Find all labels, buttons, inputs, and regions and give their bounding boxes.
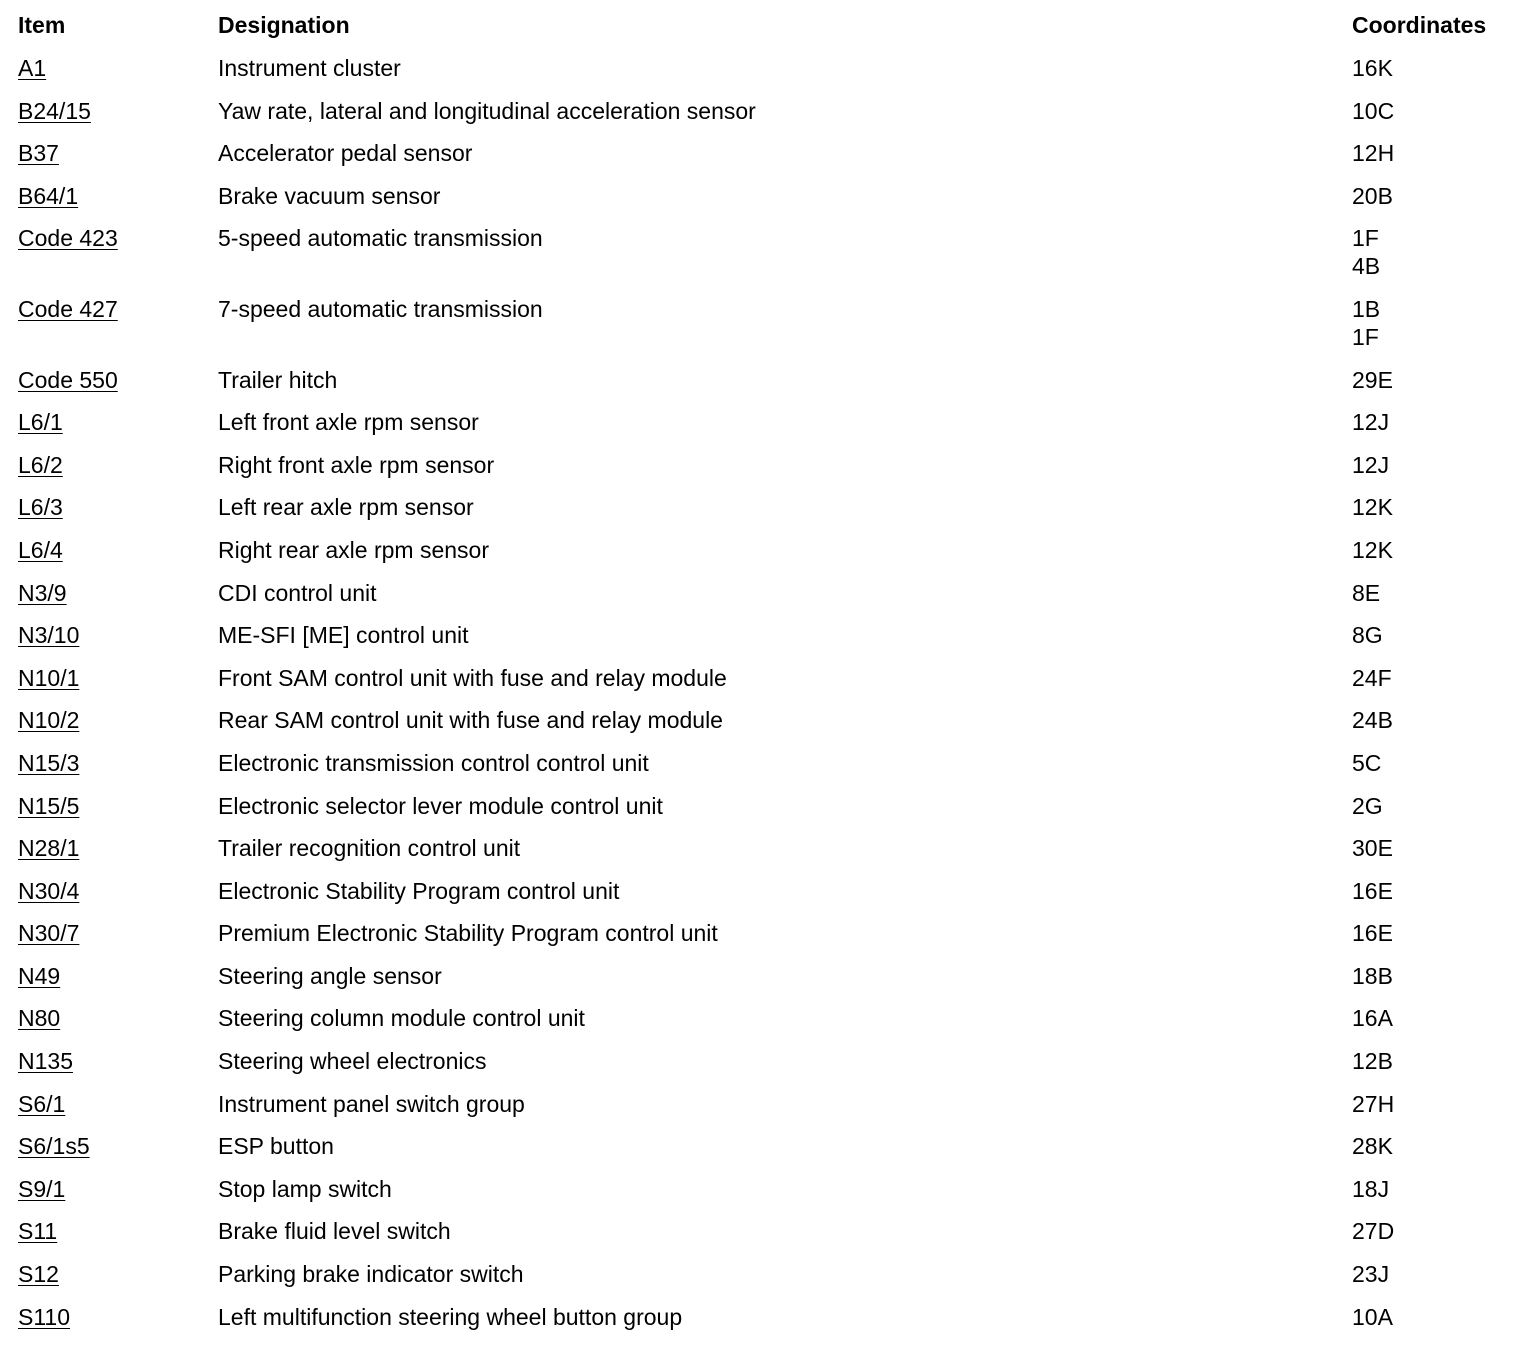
designation-text: Electronic transmission control control unit — [218, 749, 649, 776]
coordinate-value: 1B — [1352, 295, 1381, 322]
coordinates-cell — [1352, 1217, 1394, 1245]
designation-text: Right rear axle rpm sensor — [218, 536, 489, 563]
table-row — [0, 50, 1520, 93]
coordinate-value: 16A — [1352, 1005, 1393, 1032]
table-row — [0, 1299, 1520, 1342]
item-link[interactable]: Code 550 — [18, 366, 118, 393]
item-link[interactable]: N15/5 — [18, 792, 80, 819]
designation-text: Electronic Stability Program control unit — [218, 877, 620, 904]
coordinate-value: 1F — [1352, 323, 1379, 350]
table-row — [0, 447, 1520, 490]
coordinate-value: 16K — [1352, 55, 1393, 81]
item-link[interactable]: B64/1 — [18, 182, 79, 209]
table-row — [0, 220, 1520, 291]
item-link[interactable]: L6/3 — [18, 494, 63, 521]
coordinates-cell — [1352, 1303, 1393, 1331]
item-link[interactable]: B24/15 — [18, 97, 91, 124]
table-row — [0, 93, 1520, 136]
coordinate-value: 12J — [1352, 409, 1390, 436]
item-link[interactable]: S110 — [18, 1303, 71, 1330]
coordinate-value: 12J — [1352, 451, 1390, 478]
item-link[interactable]: N135 — [18, 1048, 73, 1075]
item-link[interactable]: Code 427 — [18, 295, 118, 322]
coordinates-cell — [1352, 224, 1380, 280]
coordinate-value: 5C — [1352, 749, 1382, 776]
coordinates-cell — [1352, 1132, 1393, 1160]
table-row — [0, 745, 1520, 788]
item-link[interactable]: S9/1 — [18, 1175, 66, 1202]
item-link[interactable]: A1 — [18, 55, 47, 81]
table-row — [0, 702, 1520, 745]
item-link[interactable]: N15/3 — [18, 749, 80, 776]
coordinates-cell — [1352, 97, 1394, 125]
designation-text: Right front axle rpm sensor — [218, 451, 495, 478]
item-link[interactable]: S12 — [18, 1261, 59, 1288]
item-link[interactable]: N30/4 — [18, 877, 80, 904]
table-row — [0, 660, 1520, 703]
designation-text: ESP button — [218, 1133, 334, 1160]
coordinate-value: 8E — [1352, 579, 1381, 606]
coordinates-cell — [1352, 621, 1383, 649]
item-link[interactable]: Code 423 — [18, 225, 118, 252]
coordinates-cell — [1352, 834, 1393, 862]
coordinate-value: 24F — [1352, 664, 1392, 691]
designation-text: 5-speed automatic transmission — [218, 225, 543, 252]
coordinates-cell — [1352, 706, 1393, 734]
designation-text: Brake fluid level switch — [218, 1218, 451, 1245]
designation-text: Front SAM control unit with fuse and relay module — [218, 664, 727, 691]
coordinates-cell — [1352, 536, 1393, 564]
coordinate-value: 28K — [1352, 1133, 1393, 1160]
item-link[interactable]: L6/1 — [18, 409, 63, 436]
coordinate-value: 23J — [1352, 1261, 1390, 1288]
table-row — [0, 1171, 1520, 1214]
item-link[interactable]: N49 — [18, 962, 61, 989]
coordinate-value: 29E — [1352, 366, 1393, 393]
coordinates-cell — [1352, 182, 1393, 210]
coordinate-value: 1F — [1352, 225, 1379, 252]
coordinates-cell — [1352, 1175, 1389, 1203]
coordinates-cell — [1352, 1047, 1393, 1075]
coordinates-cell — [1352, 664, 1392, 692]
coordinate-value: 8G — [1352, 622, 1383, 649]
table-row — [0, 1213, 1520, 1256]
item-link[interactable]: N10/1 — [18, 664, 80, 691]
coordinates-cell — [1352, 579, 1380, 607]
table-row — [0, 915, 1520, 958]
table-body — [0, 50, 1520, 1341]
item-link[interactable]: S6/1 — [18, 1090, 66, 1117]
item-link[interactable]: N3/10 — [18, 622, 80, 649]
item-link[interactable]: N80 — [18, 1005, 61, 1032]
item-link[interactable]: L6/4 — [18, 536, 63, 563]
coordinates-cell — [1352, 962, 1393, 990]
designation-text: Instrument cluster — [218, 55, 401, 81]
designation-text: Instrument panel switch group — [218, 1090, 525, 1117]
table-row — [0, 1128, 1520, 1171]
coordinate-value: 16E — [1352, 877, 1393, 904]
designation-text: Steering column module control unit — [218, 1005, 585, 1032]
coordinate-value: 16E — [1352, 920, 1393, 947]
table-row — [0, 617, 1520, 660]
designation-text: Yaw rate, lateral and longitudinal acceleration sensor — [218, 97, 756, 124]
coordinate-value: 27H — [1352, 1090, 1395, 1117]
designation-text: Accelerator pedal sensor — [218, 140, 473, 167]
coordinate-value: 12K — [1352, 494, 1393, 521]
coordinate-value: 24B — [1352, 707, 1393, 734]
item-link[interactable]: S11 — [18, 1218, 58, 1245]
coordinates-cell — [1352, 749, 1381, 777]
designation-text: Premium Electronic Stability Program control unit — [218, 920, 718, 947]
designation-text: CDI control unit — [218, 579, 377, 606]
coordinate-value: 10A — [1352, 1303, 1393, 1330]
table-row — [0, 291, 1520, 362]
header-item: Item — [18, 12, 66, 38]
coordinate-value: 10C — [1352, 97, 1395, 124]
item-link[interactable]: L6/2 — [18, 451, 63, 478]
item-link[interactable]: N28/1 — [18, 835, 80, 862]
coordinates-cell — [1352, 295, 1380, 351]
coordinate-value: 18B — [1352, 962, 1393, 989]
table-row — [0, 532, 1520, 575]
coordinate-value: 4B — [1352, 253, 1381, 280]
table-row — [0, 958, 1520, 1001]
designation-text: Left rear axle rpm sensor — [218, 494, 474, 521]
table-header — [0, 0, 1520, 50]
table-row — [0, 135, 1520, 178]
table-row — [0, 489, 1520, 532]
coordinates-cell — [1352, 54, 1393, 82]
designation-text: Trailer recognition control unit — [218, 835, 521, 862]
item-link[interactable]: S6/1s5 — [18, 1133, 90, 1160]
designation-text: Parking brake indicator switch — [218, 1261, 524, 1288]
coordinates-cell — [1352, 139, 1394, 167]
table-row — [0, 788, 1520, 831]
designation-text: Left front axle rpm sensor — [218, 409, 479, 436]
designation-text: Left multifunction steering wheel button group — [218, 1303, 683, 1330]
coordinate-value: 12B — [1352, 1048, 1393, 1075]
coordinates-cell — [1352, 493, 1393, 521]
table-row — [0, 873, 1520, 916]
coordinates-cell — [1352, 408, 1389, 436]
coordinate-value: 18J — [1352, 1175, 1390, 1202]
coordinates-cell — [1352, 877, 1393, 905]
item-link[interactable]: B37 — [18, 140, 59, 167]
table-row — [0, 1043, 1520, 1086]
coordinates-cell — [1352, 792, 1383, 820]
coordinate-value: 27D — [1352, 1218, 1395, 1245]
table-row — [0, 362, 1520, 405]
table-row — [0, 1000, 1520, 1043]
designation-text: Rear SAM control unit with fuse and relay module — [218, 707, 723, 734]
item-link[interactable]: N10/2 — [18, 707, 80, 734]
table-row — [0, 1256, 1520, 1299]
table-row — [0, 575, 1520, 618]
table-row — [0, 178, 1520, 221]
table-row — [0, 1086, 1520, 1129]
coordinates-cell — [1352, 1090, 1394, 1118]
table-row — [0, 404, 1520, 447]
designation-text: Electronic selector lever module control unit — [218, 792, 663, 819]
designation-text: Stop lamp switch — [218, 1175, 392, 1202]
coordinates-cell — [1352, 1260, 1389, 1288]
coordinate-value: 30E — [1352, 835, 1393, 862]
designation-text: ME-SFI [ME] control unit — [218, 622, 469, 649]
item-link[interactable]: N3/9 — [18, 579, 67, 606]
coordinate-value: 12K — [1352, 536, 1393, 563]
coordinate-value: 20B — [1352, 182, 1393, 209]
designation-text: Brake vacuum sensor — [218, 182, 441, 209]
coordinates-cell — [1352, 919, 1393, 947]
item-link[interactable]: N30/7 — [18, 920, 80, 947]
designation-text: Trailer hitch — [218, 366, 338, 393]
designation-text: Steering angle sensor — [218, 962, 442, 989]
coordinate-value: 2G — [1352, 792, 1383, 819]
coordinate-value: 12H — [1352, 140, 1395, 167]
header-coordinates: Coordinates — [1352, 12, 1487, 38]
coordinates-cell — [1352, 1004, 1393, 1032]
header-designation: Designation — [218, 12, 350, 38]
designation-text: Steering wheel electronics — [218, 1048, 487, 1075]
table-row — [0, 830, 1520, 873]
coordinates-cell — [1352, 451, 1389, 479]
designation-text: 7-speed automatic transmission — [218, 295, 543, 322]
coordinates-cell — [1352, 366, 1393, 394]
